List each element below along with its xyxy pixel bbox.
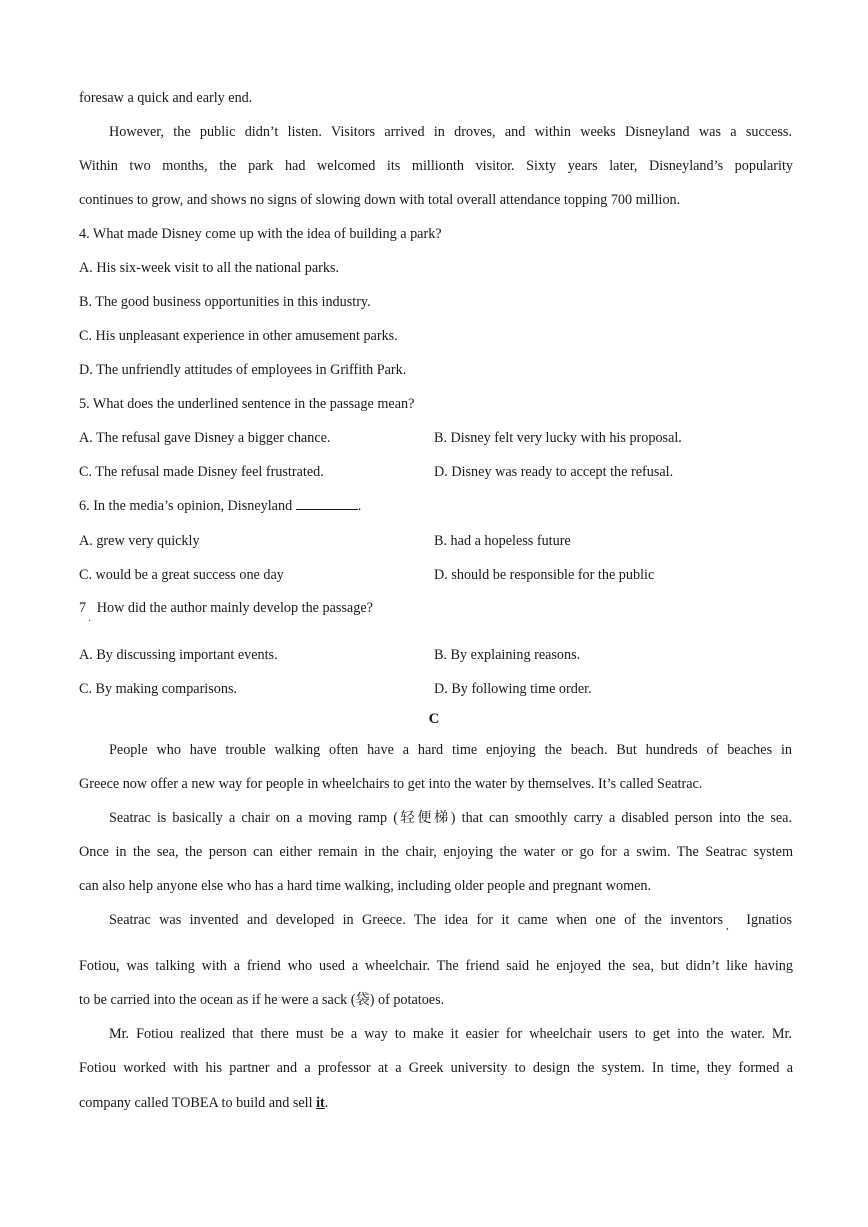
- question-6-option-b: B. had a hopeless future: [434, 533, 571, 549]
- question-4-option-d: D. The unfriendly attitudes of employees in Griffith Park.: [79, 362, 407, 378]
- passage-line: Within two months, the park had welcomed its millionth visitor. Sixty years later, Disneyland’s popularity: [79, 158, 793, 174]
- section-heading: C: [428, 711, 440, 727]
- question-6-stem: [79, 497, 361, 515]
- question-5-stem: 5. What does the underlined sentence in the passage mean?: [79, 396, 415, 412]
- question-5-option-d: D. Disney was ready to accept the refusal.: [434, 464, 674, 480]
- passage-line: Greece now offer a new way for people in wheelchairs to get into the water by themselves. It’s called Seatrac.: [79, 776, 703, 792]
- question-4-option-b: B. The good business opportunities in this industry.: [79, 294, 371, 310]
- passage-line: Fotiou worked with his partner and a professor at a Greek university to design the system. In time, they formed a: [79, 1060, 793, 1076]
- passage-text: company called TOBEA to build and sell: [79, 1095, 317, 1111]
- passage-line: can also help anyone else who has a hard time walking, including older people and pregnant women.: [79, 878, 652, 894]
- question-6-option-c: C. would be a great success one day: [79, 567, 284, 583]
- question-7-number: 7: [79, 600, 87, 616]
- question-6-stem-text: 6. In the media’s opinion, Disneyland: [79, 498, 293, 514]
- passage-line: People who have trouble walking often have a hard time enjoying the beach. But hundreds of beaches in: [109, 742, 792, 758]
- passage-line: [109, 911, 792, 932]
- passage-line: Once in the sea, the person can either remain in the chair, enjoying the water or go for a swim. The Seatrac system: [79, 844, 793, 860]
- question-4-stem: 4. What made Disney come up with the idea of building a park?: [79, 226, 442, 242]
- question-7-stem: [79, 599, 373, 617]
- passage-line: continues to grow, and shows no signs of slowing down with total overall attendance topping 700 million.: [79, 192, 681, 208]
- passage-line: [79, 1094, 328, 1112]
- question-4-option-c: C. His unpleasant experience in other amusement parks.: [79, 328, 398, 344]
- passage-line: foresaw a quick and early end.: [79, 90, 253, 106]
- passage-line: Seatrac is basically a chair on a moving ramp (轻便梯) that can smoothly carry a disabled person into the sea.: [109, 810, 792, 826]
- question-6-option-d: D. should be responsible for the public: [434, 567, 655, 583]
- passage-text: .: [324, 1095, 329, 1111]
- underlined-word: it: [316, 1095, 325, 1111]
- question-6-option-a: A. grew very quickly: [79, 533, 200, 549]
- question-5-option-a: A. The refusal gave Disney a bigger chance.: [79, 430, 331, 446]
- question-5-option-c: C. The refusal made Disney feel frustrated.: [79, 464, 324, 480]
- passage-line: However, the public didn’t listen. Visitors arrived in droves, and within weeks Disneyland was a success.: [109, 124, 792, 140]
- stray-dot: ·: [88, 616, 92, 627]
- question-7-option-b: B. By explaining reasons.: [434, 647, 581, 663]
- question-7-text: How did the author mainly develop the passage?: [96, 600, 373, 616]
- stray-comma: ,: [726, 920, 729, 932]
- question-7-option-a: A. By discussing important events.: [79, 647, 278, 663]
- passage-line: to be carried into the ocean as if he were a sack (袋) of potatoes.: [79, 992, 445, 1008]
- question-5-option-b: B. Disney felt very lucky with his proposal.: [434, 430, 682, 446]
- passage-line: Fotiou, was talking with a friend who used a wheelchair. The friend said he enjoyed the sea, but didn’t like having: [79, 958, 793, 974]
- question-7-option-c: C. By making comparisons.: [79, 681, 238, 697]
- passage-line: Mr. Fotiou realized that there must be a way to make it easier for wheelchair users to get into the water. Mr.: [109, 1026, 792, 1042]
- question-7-option-d: D. By following time order.: [434, 681, 592, 697]
- passage-text: Ignatios: [746, 912, 792, 928]
- question-4-option-a: A. His six-week visit to all the national parks.: [79, 260, 340, 276]
- answer-blank: [296, 498, 358, 510]
- passage-text: Seatrac was invented and developed in Greece. The idea for it came when one of the inventors: [109, 912, 723, 928]
- question-6-period: .: [357, 498, 362, 514]
